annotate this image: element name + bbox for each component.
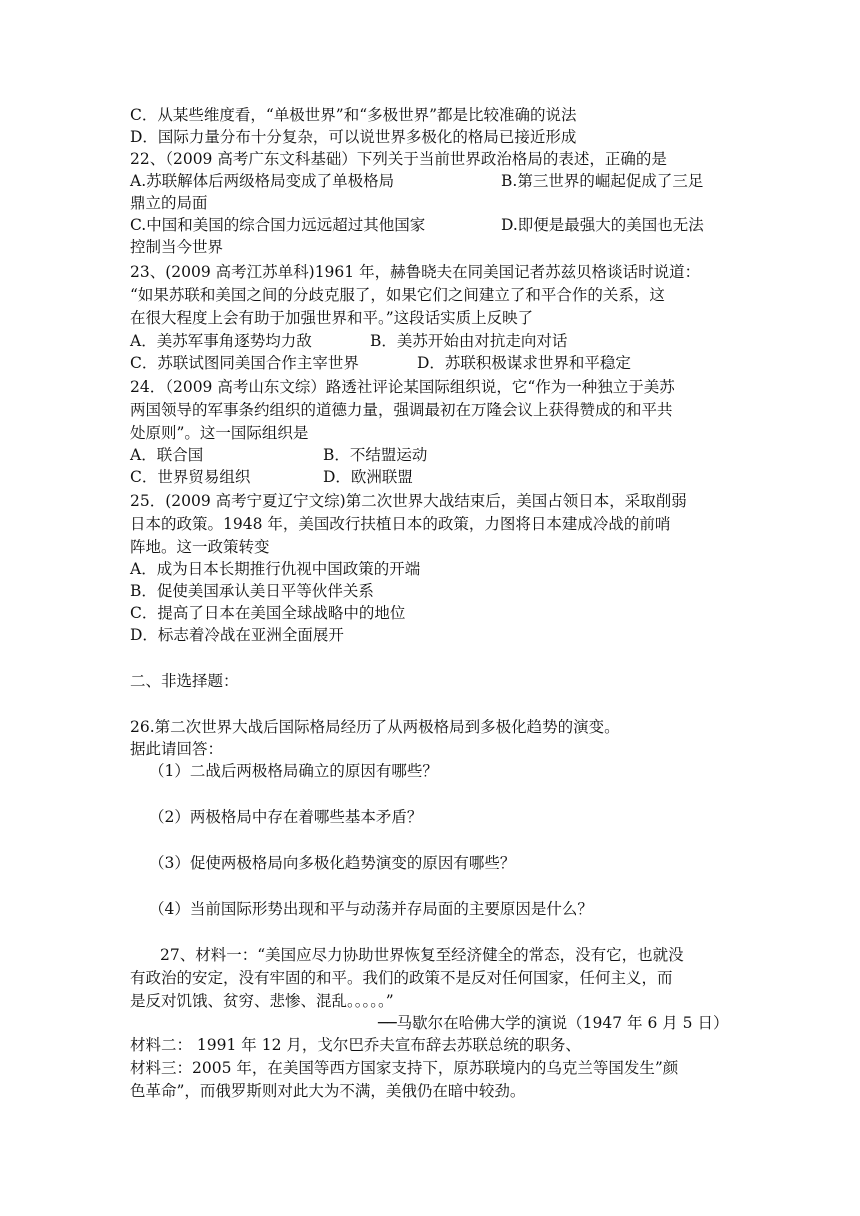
text-line: 两国领导的军事条约组织的道德力量，强调最初在万隆会议上获得赞成的和平共 [130, 401, 673, 419]
quote-attribution: ──马歇尔在哈佛大学的演说（1947 年 6 月 5 日） [378, 1014, 729, 1032]
question-22: 22、（2009 高考广东文科基础）下列关于当前世界政治格局的表述，正确的是 [130, 150, 667, 168]
question-23: 23、(2009 高考江苏单科)1961 年，赫鲁晓夫在同美国记者苏兹贝格谈话时说道： [130, 263, 701, 281]
text-line: C．从某些维度看，“单极世界”和“多极世界”都是比较准确的说法 [130, 106, 577, 124]
subquestion-1: （1）二战后两极格局确立的原因有哪些？ [149, 762, 438, 780]
subquestion-3: （3）促使两极格局向多极化趋势演变的原因有哪些？ [149, 854, 516, 872]
material-3: 材料三：2005 年，在美国等西方国家支持下，原苏联境内的乌克兰等国发生”颜 [130, 1059, 679, 1077]
option-d: D.即便是最强大的美国也无法 [501, 216, 704, 234]
text-line: 据此请回答： [130, 740, 224, 758]
question-25: 25．(2009 高考宁夏辽宁文综)第二次世界大战结束后，美国占领日本，采取削弱 [130, 492, 687, 510]
option-c: C．提高了日本在美国全球战略中的地位 [130, 604, 406, 622]
text-line: 色革命”，而俄罗斯则对此大为不满，美俄仍在暗中较劲。 [130, 1082, 526, 1100]
option-c: C．苏联试图同美国合作主宰世界 [130, 354, 359, 372]
question-27: 27、材料一：“美国应尽力协助世界恢复至经济健全的常态，没有它，也就没 [160, 946, 684, 964]
material-2: 材料二： 1991 年 12 月，戈尔巴乔夫宣布辞去苏联总统的职务、 [130, 1036, 581, 1054]
option-line [130, 214, 704, 236]
section-heading: 二、非选择题： [130, 672, 239, 690]
option-c: C.中国和美国的综合国力远远超过其他国家 [130, 216, 426, 234]
text-line: 控制当今世界 [130, 238, 224, 256]
text-line: 鼎立的局面 [130, 194, 208, 212]
text-line: 日本的政策。1948 年，美国改行扶植日本的政策，力图将日本建成冷战的前哨 [130, 515, 671, 533]
question-26: 26.第二次世界大战后国际格局经历了从两极格局到多极化趋势的演变。 [130, 718, 620, 736]
option-b: B．促使美国承认美日平等伙伴关系 [130, 582, 374, 600]
option-a: A．美苏军事角逐势均力敌 [130, 332, 312, 350]
text-line: D．国际力量分布十分复杂，可以说世界多极化的格局已接近形成 [130, 128, 577, 146]
option-b: B．不结盟运动 [323, 446, 428, 464]
option-d: D．标志着冷战在亚洲全面展开 [130, 626, 344, 644]
option-line [130, 330, 568, 352]
text-line: 在很大程度上会有助于加强世界和平。”这段话实质上反映了 [130, 309, 534, 327]
subquestion-2: （2）两极格局中存在着哪些基本矛盾？ [149, 808, 423, 826]
option-a: A．联合国 [130, 446, 204, 464]
option-c: C．世界贸易组织 [130, 468, 251, 486]
subquestion-4: （4）当前国际形势出现和平与动荡并存局面的主要原因是什么？ [149, 900, 593, 918]
option-line [130, 466, 413, 488]
option-line [130, 170, 704, 192]
text-line: “如果苏联和美国之间的分歧克服了，如果它们之间建立了和平合作的关系，这 [130, 286, 665, 304]
option-line [130, 444, 428, 466]
option-d: D．苏联积极谋求世界和平稳定 [417, 354, 631, 372]
option-a: A.苏联解体后两级格局变成了单极格局 [130, 172, 395, 190]
option-d: D．欧洲联盟 [323, 468, 413, 486]
option-a: A．成为日本长期推行仇视中国政策的开端 [130, 560, 421, 578]
text-line: 处原则”。这一国际组织是 [130, 424, 309, 442]
option-b: B.第三世界的崛起促成了三足 [501, 172, 704, 190]
option-b: B．美苏开始由对抗走向对话 [370, 332, 568, 350]
question-24: 24．（2009 高考山东文综）路透社评论某国际组织说，它“作为一种独立于美苏 [130, 378, 675, 396]
option-line [130, 352, 631, 374]
text-line: 阵地。这一政策转变 [130, 538, 270, 556]
text-line: 是反对饥饿、贫穷、悲惨、混乱。。。。。” [130, 992, 394, 1010]
text-line: 有政治的安定，没有牢固的和平。我们的政策不是反对任何国家，任何主义，而 [130, 969, 673, 987]
